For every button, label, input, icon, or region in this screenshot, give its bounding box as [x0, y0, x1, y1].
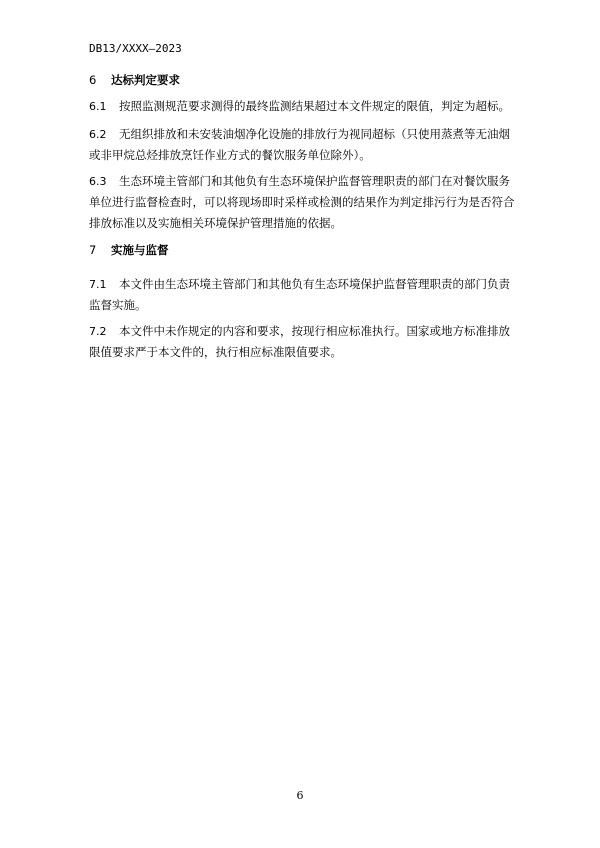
clause-number: 6.2 — [89, 128, 107, 141]
clause-6-3 — [89, 171, 519, 234]
clause-number: 6.1 — [89, 100, 107, 113]
section-heading-6 — [89, 72, 180, 88]
section-number: 7 — [89, 243, 97, 257]
section-number: 6 — [89, 73, 97, 87]
clause-number: 7.1 — [89, 278, 107, 291]
section-title: 实施与监督 — [111, 243, 169, 257]
clause-6-1 — [89, 96, 519, 117]
document-code: DB13/XXXX—2023 — [89, 42, 182, 55]
clause-7-1 — [89, 274, 519, 316]
clause-7-2 — [89, 321, 519, 363]
clause-text: 无组织排放和未安装油烟净化设施的排放行为视同超标（只使用蒸煮等无油烟或非甲烷总烃排放烹饪作业方式的餐饮服务单位除外）。 — [89, 127, 510, 162]
section-heading-7 — [89, 242, 169, 258]
page-number: 6 — [296, 789, 304, 802]
clause-number: 6.3 — [89, 175, 107, 188]
clause-text: 按照监测规范要求测得的最终监测结果超过本文件规定的限值，判定为超标。 — [119, 99, 510, 113]
section-title: 达标判定要求 — [111, 73, 180, 87]
clause-text: 本文件由生态环境主管部门和其他负有生态环境保护监督管理职责的部门负责监督实施。 — [89, 277, 510, 312]
clause-6-2 — [89, 124, 519, 166]
clause-number: 7.2 — [89, 325, 107, 338]
clause-text: 生态环境主管部门和其他负有生态环境保护监督管理职责的部门在对餐饮服务单位进行监督检查时，可以将现场即时采样或检测的结果作为判定排污行为是否符合排放标准以及实施相关环境保护管理措施的依据。 — [89, 174, 515, 230]
clause-text: 本文件中未作规定的内容和要求，按现行相应标准执行。国家或地方标准排放限值要求严于本文件的，执行相应标准限值要求。 — [89, 324, 510, 359]
